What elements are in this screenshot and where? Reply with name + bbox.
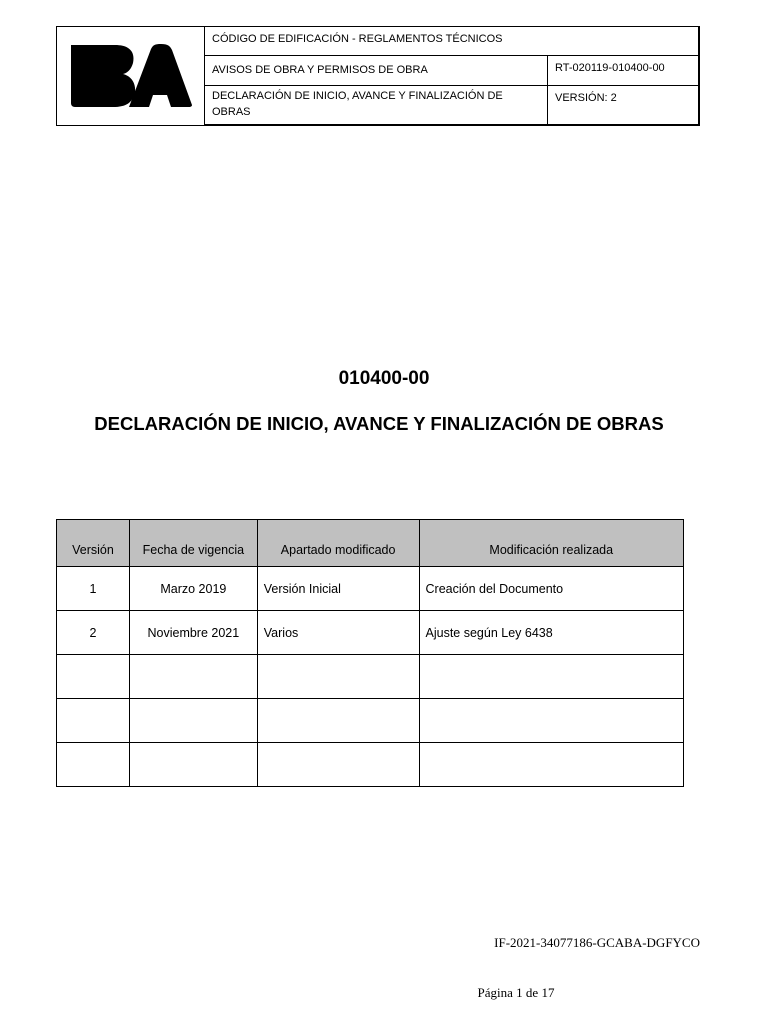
table-cell (419, 699, 684, 743)
header-version: VERSIÓN: 2 (547, 85, 699, 125)
versions-table (56, 519, 684, 787)
column-header: Apartado modificado (257, 520, 419, 567)
logo-cell (57, 27, 205, 125)
table-cell (57, 699, 130, 743)
table-cell: Marzo 2019 (129, 567, 257, 611)
table-row (57, 699, 684, 743)
table-row (57, 655, 684, 699)
table-cell (129, 743, 257, 787)
header-doc-name: DECLARACIÓN DE INICIO, AVANCE Y FINALIZACIÓN DE OBRAS (204, 85, 548, 125)
header-code: RT-020119-010400-00 (547, 55, 699, 86)
table-cell: Ajuste según Ley 6438 (419, 611, 684, 655)
table-cell: 1 (57, 567, 130, 611)
table-cell (129, 655, 257, 699)
column-header: Versión (57, 520, 130, 567)
header-title: CÓDIGO DE EDIFICACIÓN - REGLAMENTOS TÉCNICOS (204, 26, 699, 56)
document-code: 010400-00 (338, 368, 430, 389)
table-cell (57, 655, 130, 699)
table-header-row (57, 520, 684, 567)
table-cell (419, 655, 684, 699)
table-cell (257, 699, 419, 743)
table-row (57, 743, 684, 787)
column-header: Fecha de vigencia (129, 520, 257, 567)
table-cell: Versión Inicial (257, 567, 419, 611)
table-cell (57, 743, 130, 787)
table-cell (129, 699, 257, 743)
table-row (57, 611, 684, 655)
header-table (56, 26, 700, 126)
column-header: Modificación realizada (419, 520, 684, 567)
table-cell (419, 743, 684, 787)
ba-logo (69, 43, 193, 109)
table-row (57, 567, 684, 611)
document-title: DECLARACIÓN DE INICIO, AVANCE Y FINALIZACIÓN DE OBRAS (94, 413, 664, 434)
table-cell: Varios (257, 611, 419, 655)
table-cell: Noviembre 2021 (129, 611, 257, 655)
footer-page-number: Página 1 de 17 (477, 985, 555, 1000)
table-cell (257, 655, 419, 699)
header-subtitle: AVISOS DE OBRA Y PERMISOS DE OBRA (204, 55, 548, 86)
table-cell: Creación del Documento (419, 567, 684, 611)
table-cell: 2 (57, 611, 130, 655)
footer-document-id: IF-2021-34077186-GCABA-DGFYCO (494, 935, 700, 950)
table-cell (257, 743, 419, 787)
